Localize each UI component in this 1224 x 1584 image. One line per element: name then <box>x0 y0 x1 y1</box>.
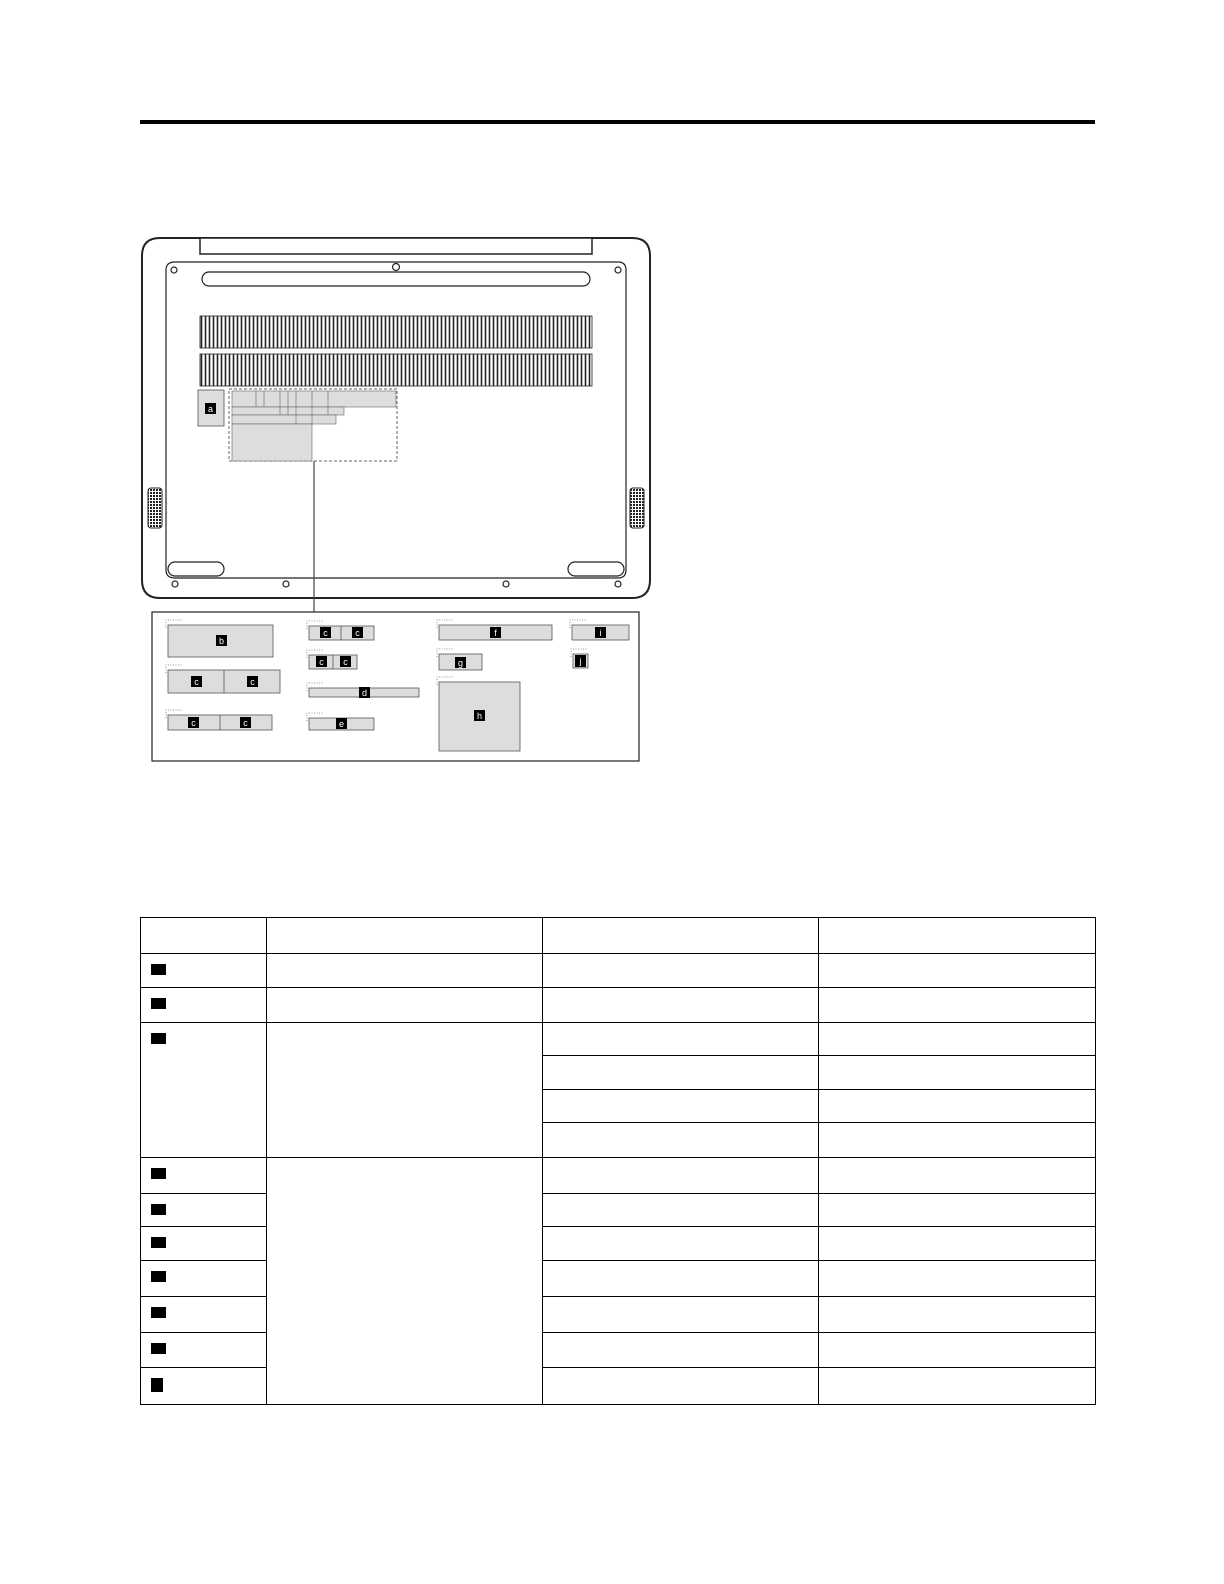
table-cell <box>543 1297 819 1332</box>
table-row <box>141 1023 1096 1056</box>
tag-c-3: c <box>191 718 196 728</box>
table-cell-tag <box>141 1227 267 1261</box>
table-cell <box>543 1367 819 1404</box>
label-table <box>140 917 1096 1405</box>
table-cell <box>819 1261 1096 1297</box>
vent-lower <box>200 354 592 386</box>
table-cell <box>543 1023 819 1056</box>
tag-c-5: c <box>323 628 328 638</box>
table-row <box>141 1157 1096 1193</box>
table-cell <box>819 988 1096 1023</box>
table-cell <box>819 1056 1096 1089</box>
tag-a: a <box>207 404 214 414</box>
table-cell-tag <box>141 988 267 1023</box>
tag-box <box>151 1307 166 1318</box>
table-row <box>141 988 1096 1023</box>
tag-c-8: c <box>343 657 348 667</box>
rubber-foot-right <box>568 562 624 576</box>
tag-box <box>151 1343 166 1354</box>
speaker-grille-left <box>148 488 162 528</box>
table-cell <box>819 1194 1096 1227</box>
tag-b: b <box>218 636 225 646</box>
table-cell <box>819 1023 1096 1056</box>
tag-box <box>151 1378 163 1392</box>
table-header-cell <box>141 918 267 954</box>
tag-h: h <box>476 711 483 721</box>
table-cell <box>819 1297 1096 1332</box>
tag-c-6: c <box>355 628 360 638</box>
table-cell <box>543 1261 819 1297</box>
tag-c-1: c <box>194 677 199 687</box>
tag-box <box>151 1237 166 1248</box>
table-cell <box>819 1227 1096 1261</box>
table-cell-tag <box>141 1023 267 1158</box>
table-header-row <box>141 918 1096 954</box>
table-cell <box>543 1194 819 1227</box>
table-cell <box>543 1332 819 1367</box>
tag-box <box>151 1204 166 1215</box>
tag-c-2: c <box>250 677 255 687</box>
table-cell-tag <box>141 1261 267 1297</box>
tag-i: i <box>599 628 602 638</box>
tag-box <box>151 1271 166 1282</box>
table-cell <box>267 1157 543 1404</box>
table-cell-tag <box>141 1194 267 1227</box>
table-cell <box>267 954 543 988</box>
tag-box <box>151 1033 166 1044</box>
tag-box <box>151 1168 166 1179</box>
table-cell <box>819 1332 1096 1367</box>
table-cell-tag <box>141 1297 267 1332</box>
table-cell-tag <box>141 1157 267 1193</box>
tag-g: g <box>457 658 464 668</box>
tag-box <box>151 998 166 1009</box>
table-cell <box>819 1089 1096 1122</box>
table-row <box>141 954 1096 988</box>
table-cell <box>819 1157 1096 1193</box>
table-header-cell <box>267 918 543 954</box>
table-cell <box>819 1367 1096 1404</box>
table-cell <box>543 1089 819 1122</box>
table-cell <box>543 988 819 1023</box>
table-cell <box>543 954 819 988</box>
tag-c-4: c <box>243 718 248 728</box>
tag-c-7: c <box>319 657 324 667</box>
table-cell <box>543 1056 819 1089</box>
vent-upper <box>200 316 592 348</box>
table-cell-tag <box>141 954 267 988</box>
table-cell <box>819 954 1096 988</box>
table-cell <box>819 1122 1096 1157</box>
tag-e: e <box>338 719 345 729</box>
tag-d: d <box>361 688 368 698</box>
table-cell <box>543 1122 819 1157</box>
table-cell <box>543 1227 819 1261</box>
table-cell-tag <box>141 1332 267 1367</box>
table-header-cell <box>543 918 819 954</box>
tag-j: j <box>579 656 582 666</box>
tag-f: f <box>494 628 497 638</box>
table-cell <box>267 1023 543 1158</box>
table-header-cell <box>819 918 1096 954</box>
table-cell-tag <box>141 1367 267 1404</box>
rubber-foot-left <box>168 562 224 576</box>
speaker-grille-right <box>630 488 644 528</box>
table-cell <box>267 988 543 1023</box>
tag-box <box>151 964 166 975</box>
table-cell <box>543 1157 819 1193</box>
